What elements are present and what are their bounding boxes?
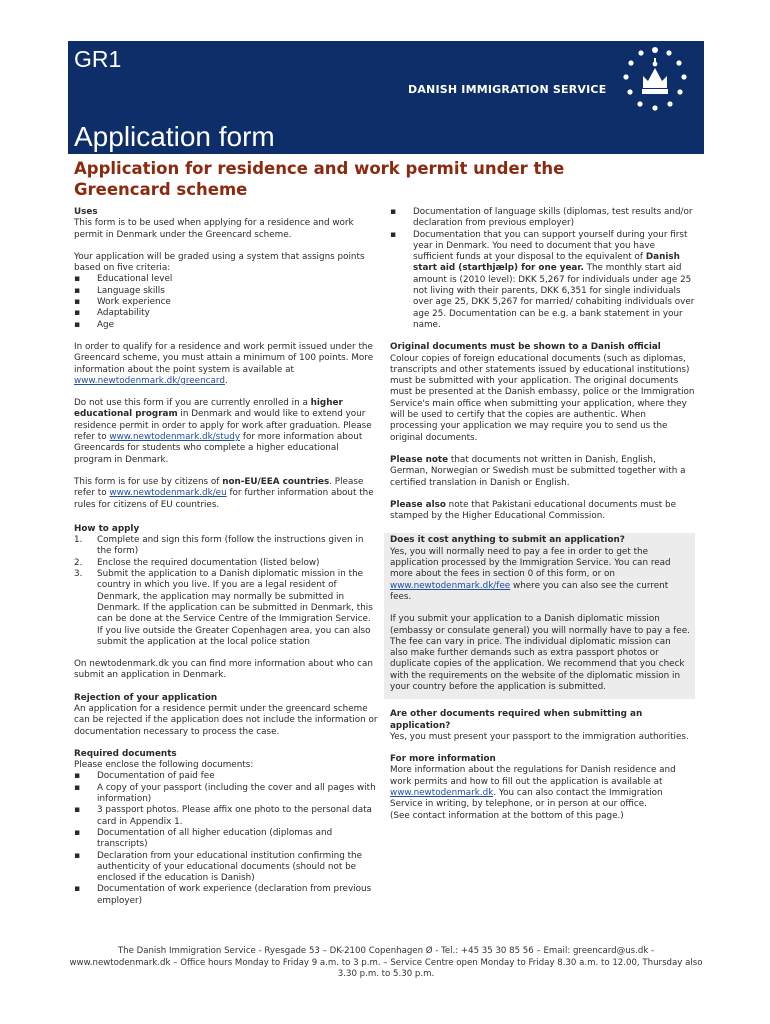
other-docs-text: Yes, you must present your passport to the immigration authorities. <box>390 731 689 742</box>
right-column <box>390 207 695 822</box>
greencard-link[interactable]: www.newtodenmark.dk/greencard <box>74 375 225 386</box>
other-docs-heading: Are other documents required when submitting an application? <box>390 709 643 731</box>
list-item: ▪ Documentation of work experience (declaration from previous employer) <box>74 884 379 907</box>
original-docs-heading: Original documents must be shown to a Danish official <box>390 342 661 353</box>
support-text-2: The monthly start aid amount is (2010 level): DKK 5,267 for individuals under age 25 not living with their parents, DKK 6,351 for single individuals over age 25, DKK 5,267 for married/ cohabiting individuals over age 25. Documentation can be e.g. a bank statement in your name. <box>413 263 695 330</box>
list-item: ▪ Adaptability <box>74 308 379 319</box>
qualify-paragraph <box>74 342 379 387</box>
footer-contact: The Danish Immigration Service - Ryesgade 53 – DK-2100 Copenhagen Ø - Tel.: +45 35 30 85 56 – Email: greencard@us.dk - www.newtodenmark.dk – Office hours Monday to Friday 9 a.m. to 3 p.m. – Service Centre open Monday to Friday 8.30 a.m. to 12.00, Thursday also 3.30 p.m. to 5.30 p.m. <box>69 946 703 979</box>
newtodenmark-link[interactable]: www.newtodenmark.dk <box>390 788 494 799</box>
non-eu-bold: non-EU/EEA countries <box>222 476 330 487</box>
qualify-text: In order to qualify for a residence and work permit issued under the Greencard scheme, you must attain a minimum of 100 points. More information about the point system is available at <box>74 341 374 375</box>
how-to-steps <box>74 535 379 648</box>
step-text: Enclose the required documentation (listed below) <box>97 557 320 568</box>
step-number: 1. <box>74 535 83 546</box>
points-intro: Your application will be graded using a system that assigns points based on five criteria: <box>74 251 365 274</box>
support-text: Documentation that you can support yourself during your first year in Denmark. You need to document that you have sufficient funds at your disposal to the equivalent of <box>413 229 688 263</box>
list-item: ▪ Language skills <box>74 286 379 297</box>
more-info-text: More information about the regulations for Danish residence and work permits and how to fill out the application is available at <box>390 765 676 787</box>
more-docs-list <box>390 207 695 331</box>
step-text: Complete and sign this form (follow the instructions given in the form) <box>97 535 364 557</box>
please-also-text: note that Pakistani educational documents must be stamped by the Higher Educational Commission. <box>390 499 677 522</box>
cost-paragraph <box>390 547 691 603</box>
form-subtitle: Application for residence and work permit under the Greencard scheme <box>74 159 565 199</box>
list-item: ▪ Documentation of language skills (diplomas, test results and/or declaration from previous employer) <box>390 207 695 230</box>
how-to-heading: How to apply <box>74 523 140 534</box>
rejection-heading: Rejection of your application <box>74 692 218 703</box>
cost-text-2: where you can also see the current fees. <box>390 580 669 602</box>
non-eu-paragraph <box>74 477 379 511</box>
not-use-bold: higher educational program <box>74 398 343 420</box>
more-info-text-2: . You can also contact the Immigration Service in writing, by telephone, or in person at our office. <box>390 788 663 810</box>
list-item: ▪ Work experience <box>74 297 379 308</box>
not-use-text-2: in Denmark and would like to extend your residence permit in order to apply for work after graduation. Please refer to <box>74 409 372 443</box>
non-eu-text: This form is for use by citizens of <box>74 476 223 487</box>
header-banner <box>68 41 704 154</box>
step-item <box>74 535 379 558</box>
original-docs-text: Colour copies of foreign educational documents (such as diplomas, transcripts and other statements issued by educational institutions) must be submitted with your application. The original documents must be presented at the Danish embassy, police or the Immigration Service's main office when submitting your application, where they will be used to certify that the copies are authentic. When processing your application we may require you to send us the original documents. <box>390 353 695 443</box>
eu-link[interactable]: www.newtodenmark.dk/eu <box>109 488 227 499</box>
cost-heading: Does it cost anything to submit an application? <box>390 535 625 546</box>
step-text: Submit the application to a Danish diplomatic mission in the country in which you live. If you are a legal resident of Denmark, the application may normally be submitted in Denmark. If the application can be submitted in Denmark, this can be done at the Service Centre of the Immigration Service. If you live outside the Greater Copenhagen area, you can also submit the application at the local police station <box>97 569 373 647</box>
list-item: ▪ Documentation of paid fee <box>74 771 379 782</box>
please-note-bold: Please note <box>390 454 449 465</box>
non-eu-text-3: for further information about the rules for citizens of EU countries. <box>74 488 374 510</box>
fee-info-box <box>384 533 695 699</box>
required-intro: Please enclose the following documents: <box>74 760 254 771</box>
step-item <box>74 569 379 648</box>
more-info-paragraph <box>390 765 695 810</box>
cost-text: Yes, you will normally need to pay a fee in order to get the application processed by the Immigration Service. You can read more about the fees in section 0 of this form, or on <box>390 546 671 580</box>
list-item: ▪ A copy of your passport (including the cover and all pages with information) <box>74 783 379 806</box>
more-info-text: On newtodenmark.dk you can find more information about who can submit an application in Denmark. <box>74 659 373 681</box>
contact-note: (See contact information at the bottom of this page.) <box>390 810 624 821</box>
page-title: Application form <box>74 121 275 152</box>
list-item: ▪ 3 passport photos. Please affix one photo to the personal data card in Appendix 1. <box>74 805 379 828</box>
support-bold: Danish start aid (starthjælp) for one year. <box>413 252 680 274</box>
non-eu-text-2: . Please refer to <box>74 476 364 499</box>
list-item: ▪ Age <box>74 320 379 331</box>
uses-heading: Uses <box>74 207 98 217</box>
required-heading: Required documents <box>74 748 177 759</box>
list-item: ▪ Declaration from your educational institution confirming the authenticity of your educational documents (should not be enclosed if the education is Danish) <box>74 851 379 885</box>
uses-text: This form is to be used when applying for a residence and work permit in Denmark under the Greencard scheme. <box>74 218 354 240</box>
qualify-end: . <box>224 375 228 386</box>
rejection-text: An application for a residence permit under the greencard scheme can be rejected if the application does not include the information or documentation necessary to process the case. <box>74 703 378 737</box>
list-item <box>390 230 695 332</box>
step-item <box>74 558 379 569</box>
not-use-text: Do not use this form if you are currently enrolled in a <box>74 398 311 409</box>
left-column <box>74 207 379 907</box>
not-use-paragraph <box>74 398 379 466</box>
please-also-paragraph <box>390 500 695 523</box>
step-number: 3. <box>74 569 83 580</box>
royal-crown-crest-icon <box>614 44 696 118</box>
please-note-text: that documents not written in Danish, English, German, Norwegian or Swedish must be submitted together with a certified translation in Danish or English. <box>390 454 686 488</box>
list-item: ▪ Educational level <box>74 274 379 285</box>
more-info-heading: For more information <box>390 754 496 765</box>
study-link[interactable]: www.newtodenmark.dk/study <box>109 432 241 443</box>
please-also-bold: Please also <box>390 499 446 510</box>
agency-name: DANISH IMMIGRATION SERVICE <box>408 83 607 96</box>
cost-mission-text: If you submit your application to a Danish diplomatic mission (embassy or consulate general) you will normally have to pay a fee. The fee can vary in price. The individual diplomatic mission can also make further demands such as extra passport photos or duplicate copies of the application. We recommend that you check with the requirements on the website of the diplomatic mission in your country before the application is submitted. <box>390 614 690 692</box>
please-note-paragraph <box>390 455 695 489</box>
form-code: GR1 <box>74 46 122 72</box>
list-item: ▪ Documentation of all higher education (diplomas and transcripts) <box>74 828 379 851</box>
step-number: 2. <box>74 557 83 568</box>
fee-link[interactable]: www.newtodenmark.dk/fee <box>390 580 511 591</box>
required-docs-list <box>74 771 379 907</box>
criteria-list <box>74 274 379 330</box>
not-use-text-3: for more information about Greencards for students who complete a higher educational program in Denmark. <box>74 432 363 465</box>
